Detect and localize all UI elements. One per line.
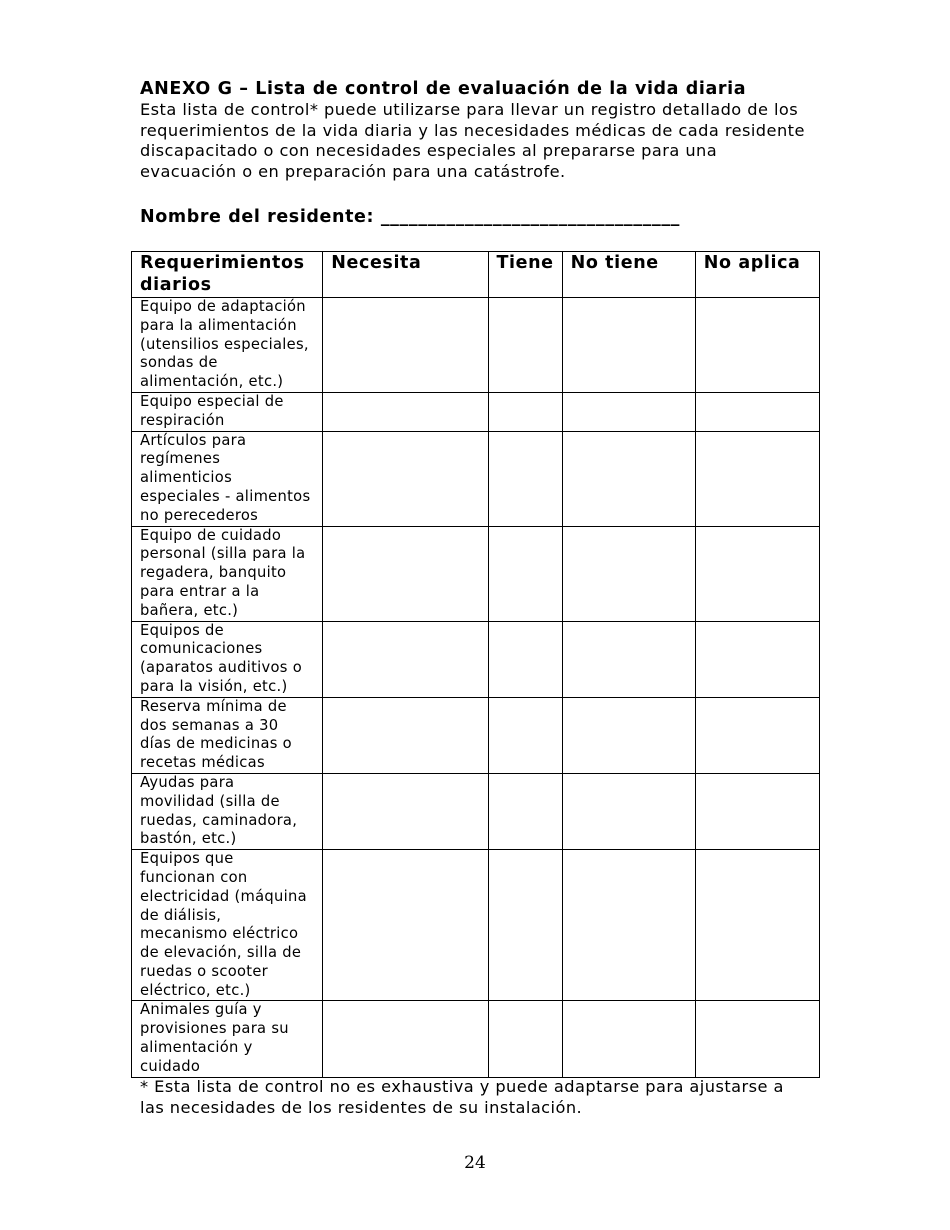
- daily-living-checklist-table: [131, 251, 820, 1078]
- requirement-line: ruedas, caminadora,: [140, 811, 298, 829]
- requirement-line: alimentación, etc.): [140, 373, 284, 391]
- requirement-line: días de medicinas o: [140, 735, 292, 753]
- has-cell[interactable]: [488, 298, 562, 393]
- requirement-line: no perecederos: [140, 506, 259, 524]
- requirement-line: Equipo especial de: [140, 392, 284, 410]
- has-not-cell[interactable]: [562, 392, 695, 431]
- needs-cell[interactable]: [323, 298, 488, 393]
- requirement-line: de diálisis,: [140, 906, 222, 924]
- requirement-line: comunicaciones: [140, 640, 263, 658]
- needs-cell[interactable]: [323, 431, 488, 526]
- has-cell[interactable]: [488, 773, 562, 849]
- intro-line: discapacitado o con necesidades especiales al prepararse para una: [140, 141, 718, 161]
- table-row: [132, 526, 820, 621]
- requirement-line: bañera, etc.): [140, 601, 239, 619]
- has-cell[interactable]: [488, 1001, 562, 1077]
- table-row: [132, 431, 820, 526]
- not-applicable-cell[interactable]: [695, 850, 819, 1001]
- not-applicable-cell[interactable]: [695, 392, 819, 431]
- needs-cell[interactable]: [323, 526, 488, 621]
- has-not-cell[interactable]: [562, 526, 695, 621]
- requirement-line: alimentación y: [140, 1039, 253, 1057]
- requirement-line: ruedas o scooter: [140, 962, 269, 980]
- not-applicable-cell[interactable]: [695, 431, 819, 526]
- has-not-cell[interactable]: [562, 773, 695, 849]
- header-has: Tiene: [488, 252, 562, 298]
- has-cell[interactable]: [488, 526, 562, 621]
- requirement-line: eléctrico, etc.): [140, 981, 251, 999]
- requirement-line: sondas de: [140, 354, 218, 372]
- requirement-line: Ayudas para: [140, 773, 235, 791]
- requirement-line: respiración: [140, 411, 225, 429]
- intro-line: evacuación o en preparación para una catástrofe.: [140, 162, 566, 182]
- table-row: [132, 621, 820, 697]
- requirement-line: para entrar a la: [140, 582, 260, 600]
- requirement-line: regímenes: [140, 450, 221, 468]
- header-not-applicable: No aplica: [695, 252, 819, 298]
- header-requirements-line: Requerimientos: [140, 253, 305, 273]
- requirement-line: Artículos para: [140, 431, 247, 449]
- has-cell[interactable]: [488, 850, 562, 1001]
- has-cell[interactable]: [488, 621, 562, 697]
- requirement-cell: [132, 697, 323, 773]
- page-title: ANEXO G – Lista de control de evaluación de la vida diaria: [140, 79, 747, 99]
- header-requirements-line: diarios: [140, 275, 212, 295]
- not-applicable-cell[interactable]: [695, 298, 819, 393]
- footnote: [140, 1077, 820, 1118]
- header-requirements: [132, 252, 323, 298]
- requirement-line: alimenticios: [140, 469, 233, 487]
- requirement-cell: [132, 850, 323, 1001]
- intro-paragraph: [140, 100, 820, 183]
- requirement-line: provisiones para su: [140, 1020, 289, 1038]
- requirement-cell: [132, 392, 323, 431]
- not-applicable-cell[interactable]: [695, 697, 819, 773]
- table-row: [132, 773, 820, 849]
- requirement-line: Equipo de cuidado: [140, 526, 282, 544]
- has-cell[interactable]: [488, 697, 562, 773]
- table-row: [132, 298, 820, 393]
- requirement-line: bastón, etc.): [140, 830, 237, 848]
- requirement-line: regadera, banquito: [140, 564, 287, 582]
- table-row: [132, 392, 820, 431]
- table-header-row: [132, 252, 820, 298]
- requirement-line: funcionan con: [140, 868, 248, 886]
- header-has-not: No tiene: [562, 252, 695, 298]
- has-not-cell[interactable]: [562, 431, 695, 526]
- requirement-line: dos semanas a 30: [140, 716, 279, 734]
- intro-line: requerimientos de la vida diaria y las necesidades médicas de cada residente: [140, 120, 805, 140]
- not-applicable-cell[interactable]: [695, 1001, 819, 1077]
- has-not-cell[interactable]: [562, 298, 695, 393]
- header-needs: Necesita: [323, 252, 488, 298]
- resident-name-label: Nombre del residente:: [140, 206, 375, 227]
- needs-cell[interactable]: [323, 1001, 488, 1077]
- has-not-cell[interactable]: [562, 1001, 695, 1077]
- not-applicable-cell[interactable]: [695, 526, 819, 621]
- requirement-line: Equipo de adaptación: [140, 298, 306, 315]
- requirement-cell: [132, 773, 323, 849]
- requirement-line: personal (silla para la: [140, 545, 306, 563]
- has-cell[interactable]: [488, 392, 562, 431]
- document-body: [140, 78, 820, 228]
- has-not-cell[interactable]: [562, 621, 695, 697]
- table-row: [132, 1001, 820, 1077]
- needs-cell[interactable]: [323, 392, 488, 431]
- page-number: 24: [464, 1153, 486, 1173]
- requirement-line: para la visión, etc.): [140, 677, 288, 695]
- requirement-cell: [132, 1001, 323, 1077]
- has-not-cell[interactable]: [562, 850, 695, 1001]
- table-row: [132, 850, 820, 1001]
- requirement-line: (utensilios especiales,: [140, 335, 309, 353]
- requirement-line: recetas médicas: [140, 754, 265, 772]
- requirement-line: especiales - alimentos: [140, 487, 311, 505]
- needs-cell[interactable]: [323, 773, 488, 849]
- requirement-line: Reserva mínima de: [140, 697, 287, 715]
- needs-cell[interactable]: [323, 850, 488, 1001]
- requirement-cell: [132, 526, 323, 621]
- needs-cell[interactable]: [323, 621, 488, 697]
- requirement-line: movilidad (silla de: [140, 792, 280, 810]
- table-row: [132, 697, 820, 773]
- resident-name-field: [140, 206, 820, 228]
- requirement-line: de elevación, silla de: [140, 944, 302, 962]
- requirement-line: electricidad (máquina: [140, 887, 307, 905]
- footnote-line: las necesidades de los residentes de su instalación.: [140, 1097, 583, 1117]
- resident-name-blank[interactable]: ________________________________: [380, 206, 681, 227]
- has-cell[interactable]: [488, 431, 562, 526]
- requirement-line: mecanismo eléctrico: [140, 925, 299, 943]
- requirement-line: cuidado: [140, 1057, 201, 1075]
- not-applicable-cell[interactable]: [695, 621, 819, 697]
- footnote-line: * Esta lista de control no es exhaustiva y puede adaptarse para ajustarse a: [140, 1077, 784, 1096]
- requirement-line: (aparatos auditivos o: [140, 659, 302, 677]
- requirement-cell: [132, 621, 323, 697]
- not-applicable-cell[interactable]: [695, 773, 819, 849]
- requirement-line: para la alimentación: [140, 316, 297, 334]
- requirement-line: Equipos que: [140, 850, 234, 868]
- requirement-line: Animales guía y: [140, 1001, 262, 1019]
- intro-line: Esta lista de control* puede utilizarse para llevar un registro detallado de los: [140, 100, 799, 119]
- requirement-cell: [132, 431, 323, 526]
- requirement-line: Equipos de: [140, 621, 224, 639]
- has-not-cell[interactable]: [562, 697, 695, 773]
- needs-cell[interactable]: [323, 697, 488, 773]
- requirement-cell: [132, 298, 323, 393]
